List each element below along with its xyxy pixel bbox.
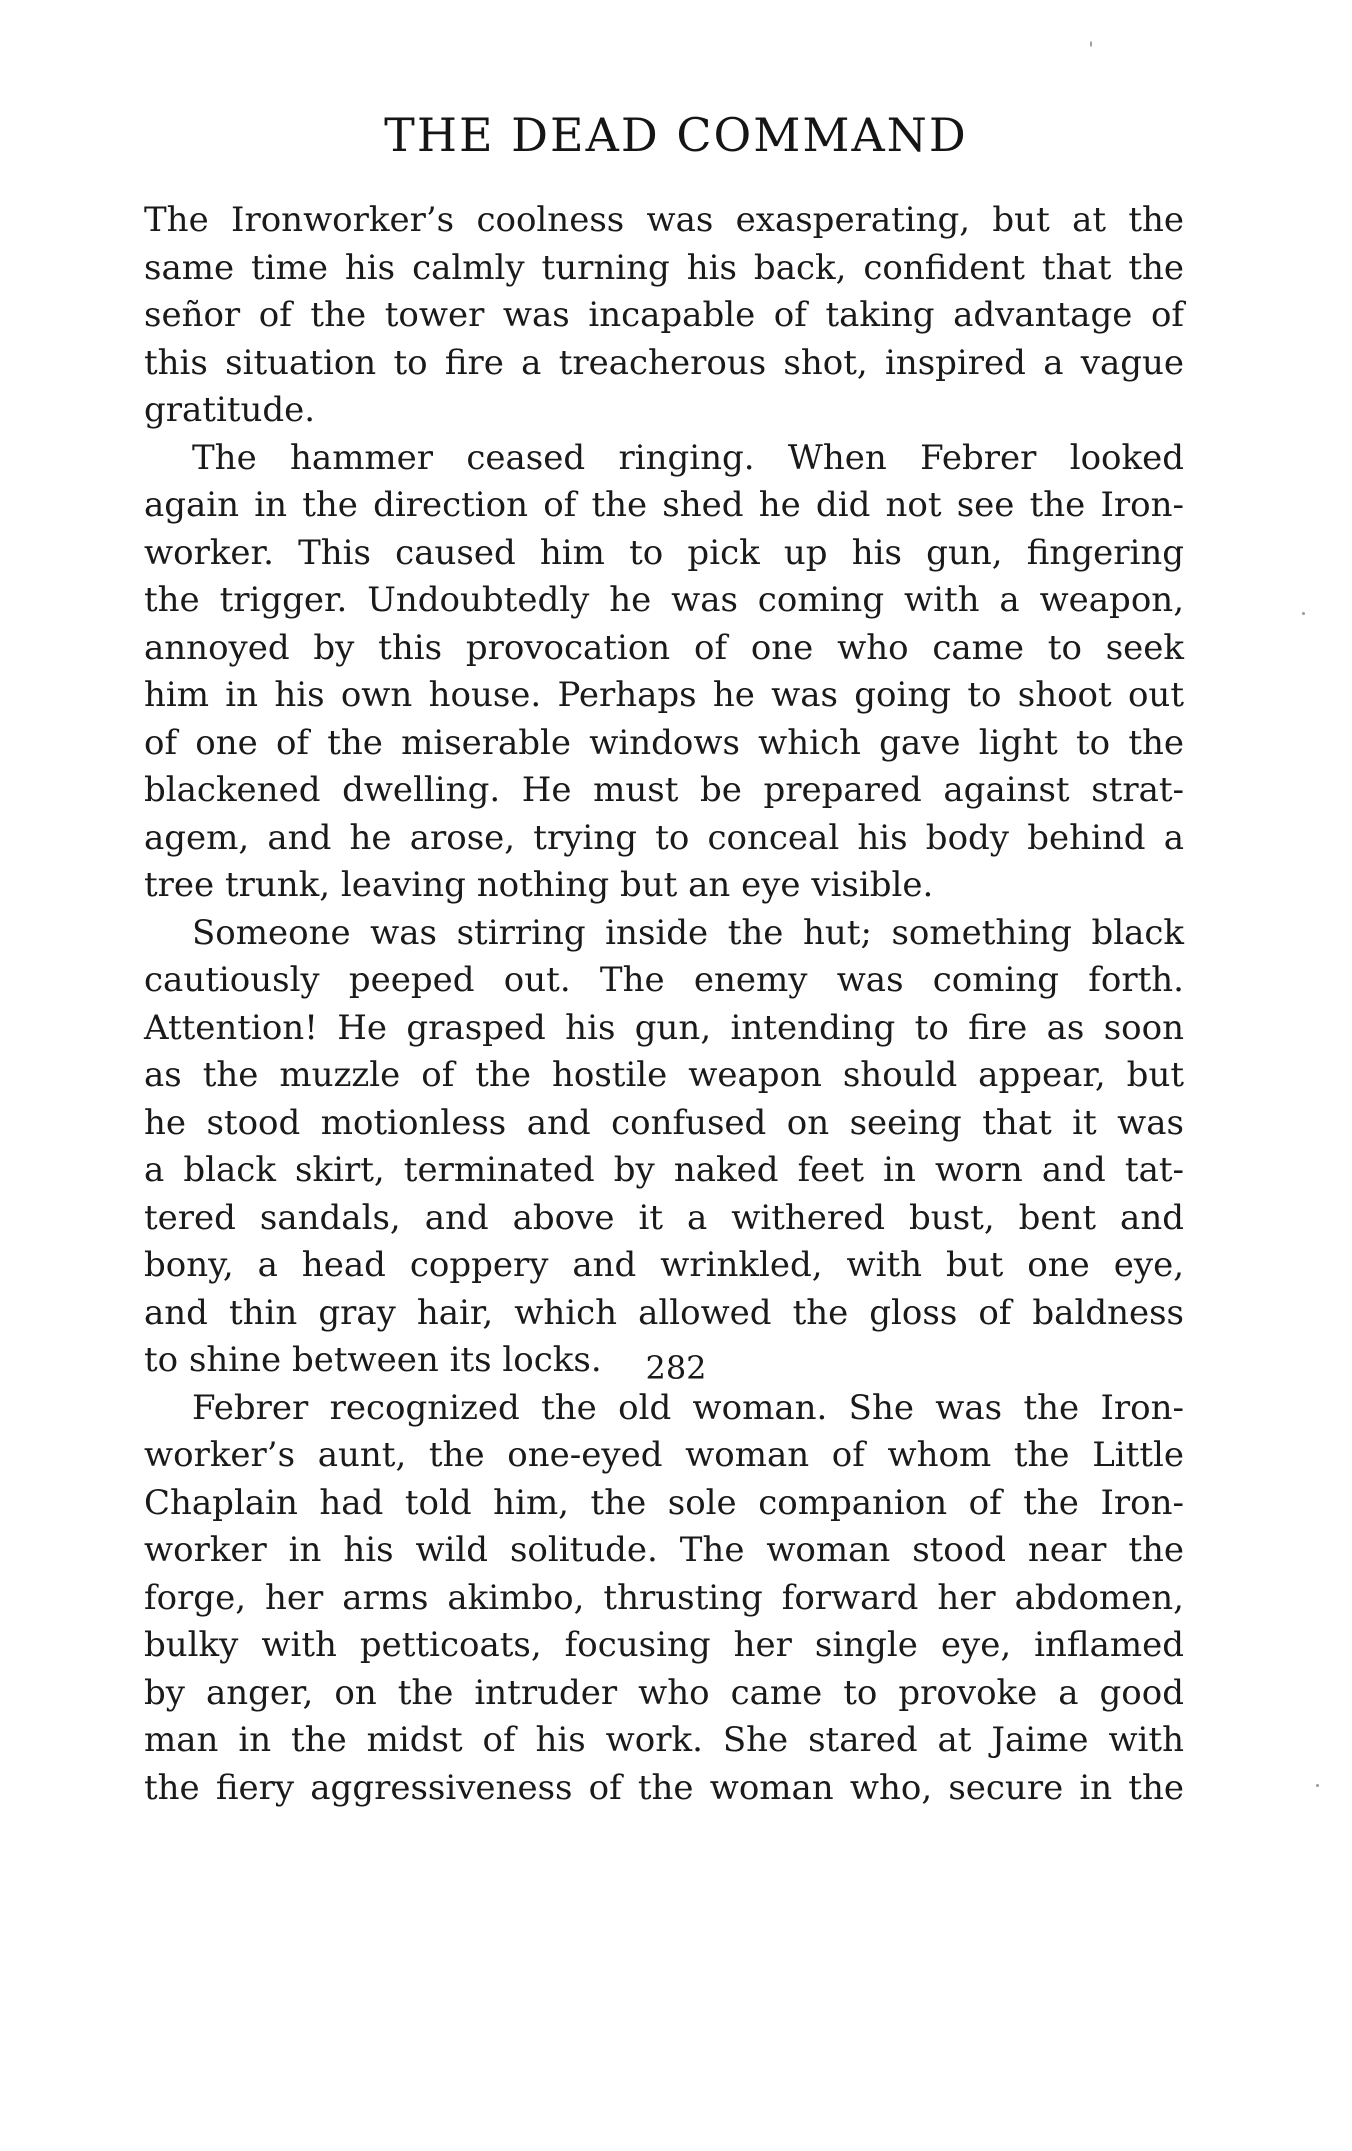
paragraph (144, 197, 1184, 435)
text-line: Someone was stirring inside the hut; something black (192, 912, 1184, 953)
text-line: Attention! He grasped his gun, intending to fire as soon (144, 1007, 1184, 1048)
paragraph (144, 435, 1184, 910)
paper-speck (1090, 41, 1092, 47)
text-line: worker. This caused him to pick up his gun, fingering (144, 532, 1184, 573)
paper-speck (1302, 612, 1305, 615)
text-line: blackened dwelling. He must be prepared against strat- (144, 770, 1184, 810)
text-line: Febrer recognized the old woman. She was the Iron- (192, 1387, 1184, 1428)
paper-speck (1316, 1784, 1319, 1787)
text-line: señor of the tower was incapable of taking advantage of (144, 295, 1184, 335)
text-line: the fiery aggressiveness of the woman who, secure in the (144, 1767, 1184, 1808)
running-head: THE DEAD COMMAND (384, 108, 968, 162)
text-line: The Ironworker’s coolness was exasperating, but at the (144, 200, 1184, 240)
text-line: Chaplain had told him, the sole companion of the Iron- (144, 1482, 1184, 1523)
text-line: cautiously peeped out. The enemy was coming forth. (144, 960, 1184, 1000)
text-line: tree trunk, leaving nothing but an eye visible. (144, 865, 934, 905)
text-line: worker’s aunt, the one-eyed woman of whom the Little (144, 1435, 1184, 1475)
text-line: by anger, on the intruder who came to provoke a good (144, 1672, 1184, 1713)
body-text (144, 197, 1184, 1812)
text-line: to shine between its locks. (144, 1340, 602, 1380)
text-line: and thin gray hair, which allowed the gloss of baldness (144, 1292, 1184, 1333)
text-line: he stood motionless and confused on seeing that it was (144, 1102, 1184, 1143)
text-line: the trigger. Undoubtedly he was coming with a weapon, (144, 580, 1184, 620)
text-line: agem, and he arose, trying to conceal his body behind a (144, 817, 1184, 858)
text-line: tered sandals, and above it a withered bust, bent and (144, 1197, 1184, 1238)
text-line: man in the midst of his work. She stared at Jaime with (144, 1720, 1184, 1760)
paragraph (144, 910, 1184, 1385)
text-line: this situation to fire a treacherous shot, inspired a vague (144, 342, 1184, 383)
text-line: a black skirt, terminated by naked feet in worn and tat- (144, 1150, 1184, 1190)
text-line: The hammer ceased ringing. When Febrer looked (192, 437, 1184, 478)
text-line: again in the direction of the shed he did not see the Iron- (144, 485, 1184, 525)
text-line: same time his calmly turning his back, confident that the (144, 247, 1184, 288)
text-line: of one of the miserable windows which gave light to the (144, 722, 1184, 763)
text-line: him in his own house. Perhaps he was going to shoot out (144, 675, 1184, 715)
paragraph (144, 1385, 1184, 1813)
page-number: 282 (645, 1349, 707, 1387)
text-line: worker in his wild solitude. The woman stood near the (144, 1530, 1184, 1570)
text-line: bony, a head coppery and wrinkled, with but one eye, (144, 1245, 1184, 1285)
text-line: gratitude. (144, 390, 316, 430)
text-line: as the muzzle of the hostile weapon should appear, but (144, 1055, 1184, 1095)
text-line: forge, her arms akimbo, thrusting forward her abdomen, (144, 1577, 1184, 1618)
text-line: bulky with petticoats, focusing her single eye, inflamed (144, 1625, 1184, 1665)
text-line: annoyed by this provocation of one who came to seek (144, 627, 1184, 668)
